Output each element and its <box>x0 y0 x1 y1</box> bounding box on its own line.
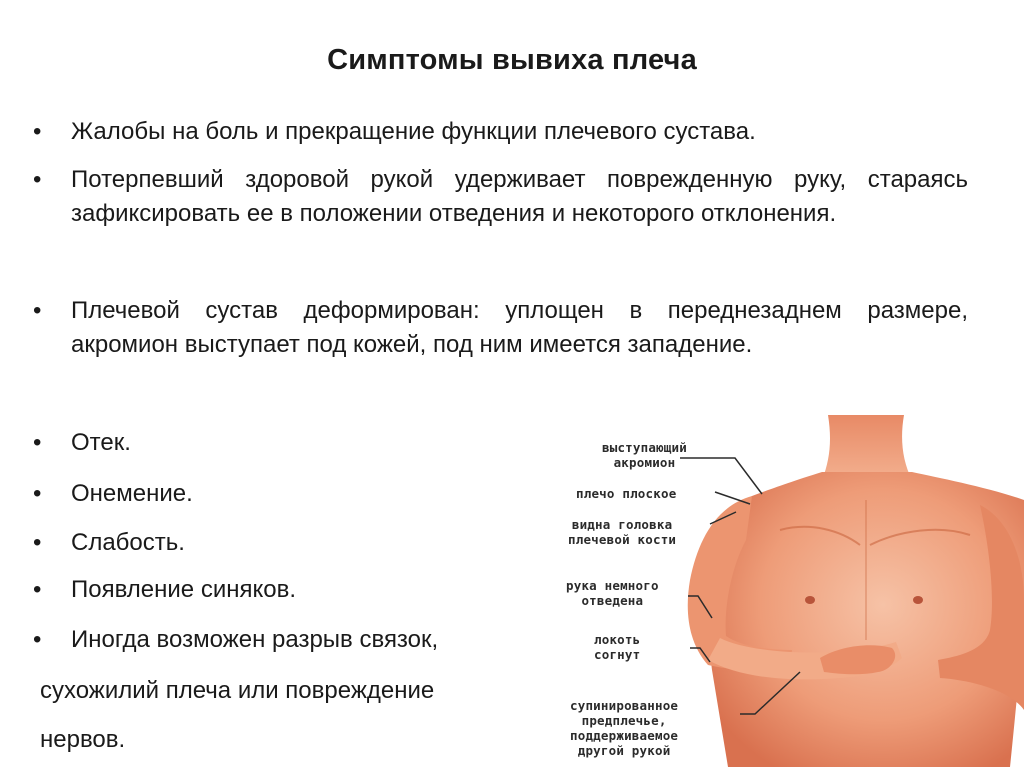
bullet-marker: • <box>33 297 42 324</box>
label-flat-shoulder: плечо плоское <box>576 486 677 501</box>
label-acromion: выступающий акромион <box>602 440 687 470</box>
bullet-text: Плечевой сустав деформирован: уплощен в переднезаднем размере, акромион выступает под кожей, под ним имеется западение. <box>71 297 968 358</box>
bullet-marker: • <box>33 480 42 507</box>
bullet-marker: • <box>33 626 42 653</box>
bullet-continuation: нервов. <box>40 726 126 753</box>
bullet-continuation: сухожилий плеча или повреждение <box>40 677 435 704</box>
bullet-marker: • <box>33 429 42 456</box>
label-humeral-head: видна головка плечевой кости <box>568 517 677 547</box>
bullet-text: Жалобы на боль и прекращение функции плечевого сустава. <box>71 118 756 145</box>
neck-shape <box>822 415 912 480</box>
shoulder-dislocation-illustration <box>540 410 1024 767</box>
slide-title: Симптомы вывиха плеча <box>327 44 697 76</box>
bullet-marker: • <box>33 118 42 145</box>
bullet-marker: • <box>33 529 42 556</box>
bullet-text: Онемение. <box>71 480 193 507</box>
bullet-text: Слабость. <box>71 529 185 556</box>
label-elbow-bent: локоть согнут <box>594 632 641 662</box>
bullet-item <box>33 163 968 231</box>
bullet-text: Появление синяков. <box>71 576 297 603</box>
bullet-item <box>33 526 471 560</box>
bullet-marker: • <box>33 576 42 603</box>
bullet-item <box>33 426 471 460</box>
bullet-text: Иногда возможен разрыв связок, <box>71 626 439 653</box>
label-arm-abducted: рука немного отведена <box>566 578 659 608</box>
bullet-marker: • <box>33 166 42 193</box>
bullet-text: Потерпевший здоровой рукой удерживает поврежденную руку, стараясь зафиксировать ее в положении отведения и некоторого отклонения. <box>71 166 968 227</box>
bullet-item <box>33 294 968 362</box>
bullet-item <box>33 115 971 149</box>
bullet-item <box>33 623 561 657</box>
label-supinated-forearm: супинированное предплечье, поддерживаемое другой рукой <box>570 698 679 758</box>
bullet-item <box>33 573 471 607</box>
nipple <box>805 596 815 604</box>
bullet-text: Отек. <box>71 429 131 456</box>
torso-shape <box>710 472 1024 767</box>
nipple <box>913 596 923 604</box>
bullet-item <box>33 477 471 511</box>
